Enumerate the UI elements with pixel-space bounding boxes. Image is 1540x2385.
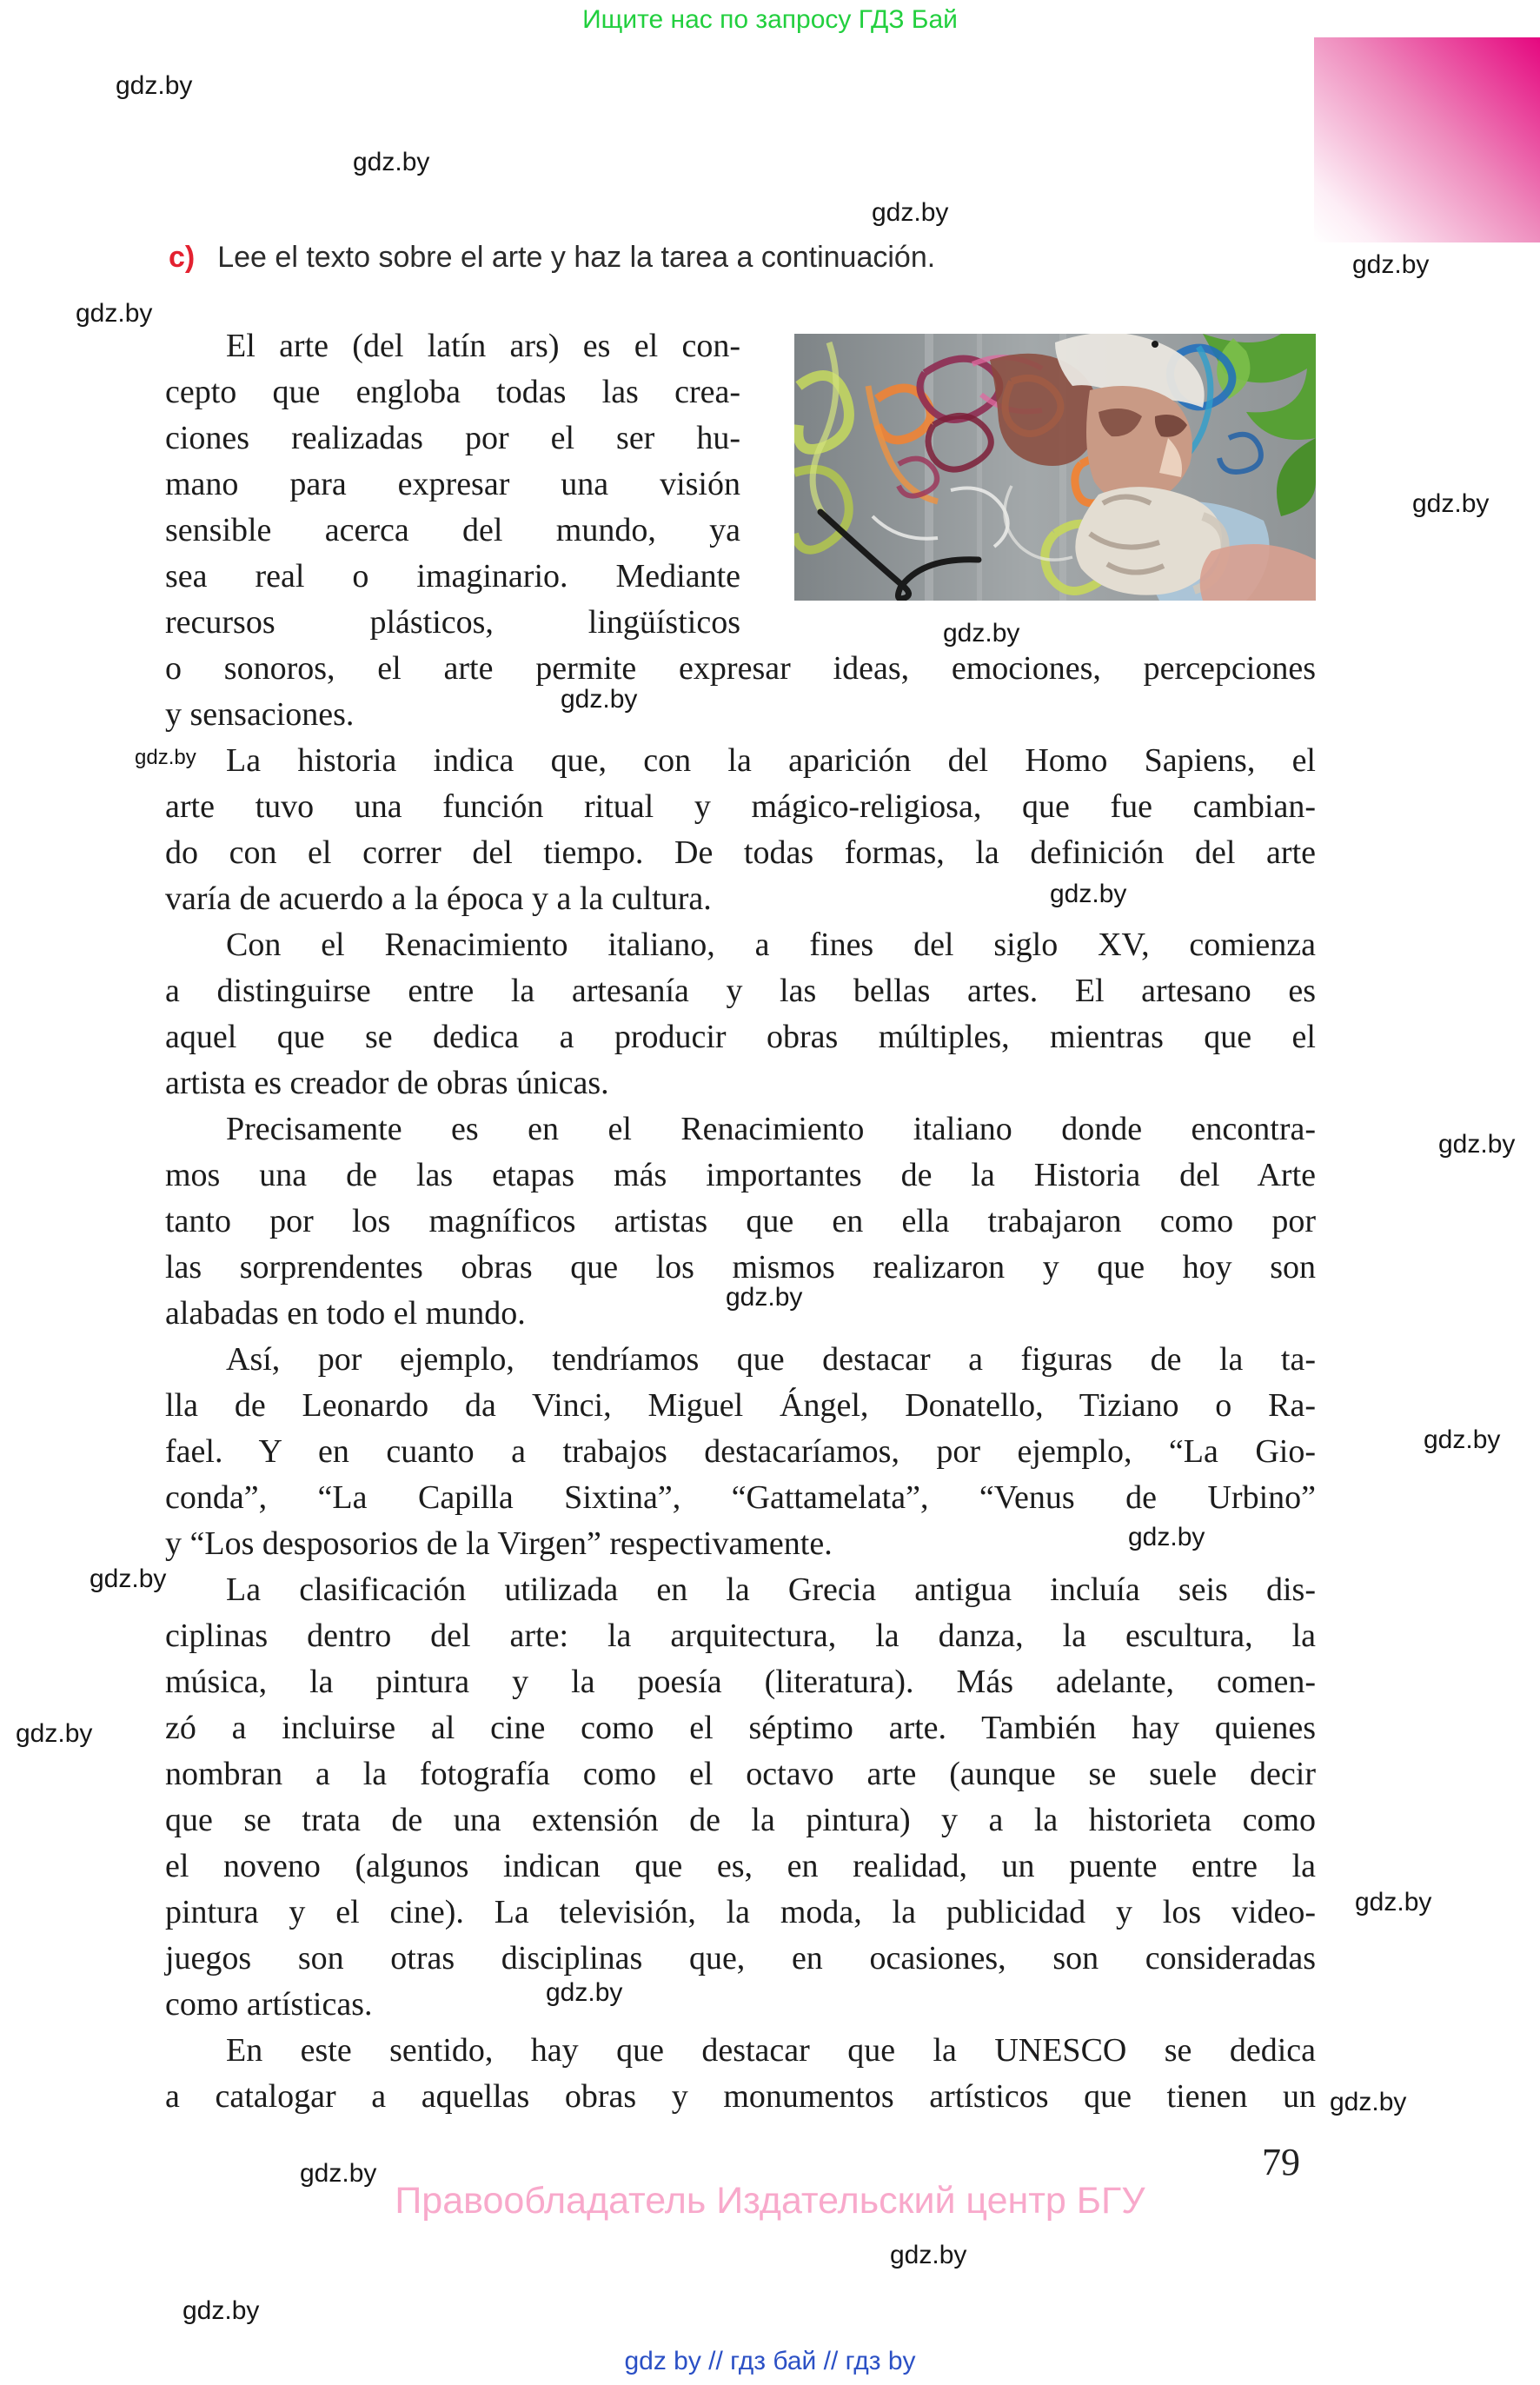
text-line: las sorprendentes obras que los mismos realizaron y que hoy son [165,1249,1316,1286]
text-line: Así, por ejemplo, tendríamos que destacar a figuras de la ta- [226,1341,1316,1378]
text-line: arte tuvo una función ritual y mágico-religiosa, que fue cambian- [165,788,1316,825]
text-line: aquel que se dedica a producir obras múltiples, mientras que el [165,1019,1316,1055]
text-line: música, la pintura y la poesía (literatura). Más adelante, comen- [165,1664,1316,1700]
paragraph [165,1567,1316,2028]
gdz-watermark: gdz.by [561,685,638,714]
gdz-watermark: gdz.by [1352,250,1430,279]
paragraph [165,738,1316,922]
gdz-watermark: gdz.by [90,1565,167,1593]
text-line: ciplinas dentro del arte: la arquitectura, la danza, la escultura, la [165,1618,1316,1654]
text-line: conda”, “La Capilla Sixtina”, “Gattamelata”, “Venus de Urbino” [165,1479,1316,1516]
pink-gradient-block [1314,37,1540,242]
text-line: mano para expresar una visión [165,466,740,502]
text-line: lla de Leonardo da Vinci, Miguel Ángel, Donatello, Tiziano o Ra- [165,1387,1316,1424]
text-line: o sonoros, el arte permite expresar ideas, emociones, percepciones [165,650,1316,687]
gdz-watermark: gdz.by [1424,1425,1501,1454]
gdz-watermark: gdz.by [300,2159,377,2188]
text-line: La historia indica que, con la aparición del Homo Sapiens, el [226,742,1316,779]
text-line: En este sentido, hay que destacar que la UNESCO se dedica [226,2032,1316,2069]
text-line: ciones realizadas por el ser hu- [165,420,740,456]
text-line: que se trata de una extensión de la pintura) y a la historieta como [165,1802,1316,1838]
text-line: Con el Renacimiento italiano, a fines del siglo XV, comienza [226,927,1316,963]
gdz-watermark: gdz.by [1330,2088,1407,2116]
copyright-line: Правообладатель Издательский центр БГУ [395,2180,1145,2222]
artwork-float [740,323,1316,641]
top-search-note: Ищите нас по запросу ГДЗ Бай [582,5,958,34]
gdz-watermark: gdz.by [872,198,949,227]
text-line: cepto que engloba todas las crea- [165,374,740,410]
gdz-watermark: gdz.by [943,619,1020,648]
gdz-watermark: gdz.by [353,148,430,176]
paragraph [165,2028,1316,2120]
gdz-watermark: gdz.by [1412,489,1490,518]
text-line: sensible acerca del mundo, ya [165,512,740,548]
gdz-watermark: gdz.by [135,746,196,769]
text-line: recursos plásticos, lingüísticos [165,604,740,641]
text-line: nombran a la fotografía como el octavo arte (aunque se suele decir [165,1756,1316,1792]
text-line: juegos son otras disciplinas que, en ocasiones, son consideradas [165,1940,1316,1976]
gdz-watermark: gdz.by [183,2296,260,2325]
article-text-column [165,323,1316,2120]
text-line: artista es creador de obras únicas. [165,1065,609,1101]
text-line: alabadas en todo el mundo. [165,1295,526,1332]
gdz-watermark: gdz.by [890,2241,967,2269]
gdz-watermark: gdz.by [1050,880,1127,908]
text-line: y sensaciones. [165,696,355,733]
text-line: varía de acuerdo a la época y a la cultura. [165,880,712,917]
text-line: do con el correr del tiempo. De todas formas, la definición del arte [165,834,1316,871]
text-line: fael. Y en cuanto a trabajos destacaríamos, por ejemplo, “La Gio- [165,1433,1316,1470]
text-line: El arte (del latín ars) es el con- [226,328,740,364]
gdz-watermark: gdz.by [1355,1888,1432,1917]
text-line: La clasificación utilizada en la Grecia antigua incluía seis dis- [226,1571,1316,1608]
footer-links: gdz by // гдз бай // гдз by [624,2347,916,2375]
text-line: zó a incluirse al cine como el séptimo arte. También hay quienes [165,1710,1316,1746]
task-heading [169,238,1324,276]
text-line: pintura y el cine). La televisión, la moda, la publicidad y los video- [165,1894,1316,1930]
page-number: 79 [1262,2141,1300,2183]
gdz-watermark: gdz.by [16,1719,93,1748]
gdz-watermark: gdz.by [1128,1523,1205,1551]
task-instruction: Lee el texto sobre el arte y haz la tarea a continuación. [217,241,936,274]
gdz-watermark: gdz.by [116,71,193,100]
text-line: sea real o imaginario. Mediante [165,558,740,595]
text-line: tanto por los magníficos artistas que en ella trabajaron como por [165,1203,1316,1239]
task-label: c) [169,241,196,274]
gdz-watermark: gdz.by [546,1978,623,2007]
graffiti-statue-artwork-image [794,334,1316,601]
gdz-watermark: gdz.by [76,299,153,328]
text-line: el noveno (algunos indican que es, en realidad, un puente entre la [165,1848,1316,1884]
gdz-watermark: gdz.by [1438,1130,1516,1159]
text-line: Precisamente es en el Renacimiento italiano donde encontra- [226,1111,1316,1147]
gdz-watermark: gdz.by [726,1283,803,1312]
text-line: a catalogar a aquellas obras y monumentos artísticos que tienen un [165,2078,1316,2115]
paragraph [165,922,1316,1106]
text-line: y “Los desposorios de la Virgen” respectivamente. [165,1525,833,1562]
text-line: como artísticas. [165,1986,373,2023]
text-line: mos una de las etapas más importantes de la Historia del Arte [165,1157,1316,1193]
text-line: a distinguirse entre la artesanía y las bellas artes. El artesano es [165,973,1316,1009]
